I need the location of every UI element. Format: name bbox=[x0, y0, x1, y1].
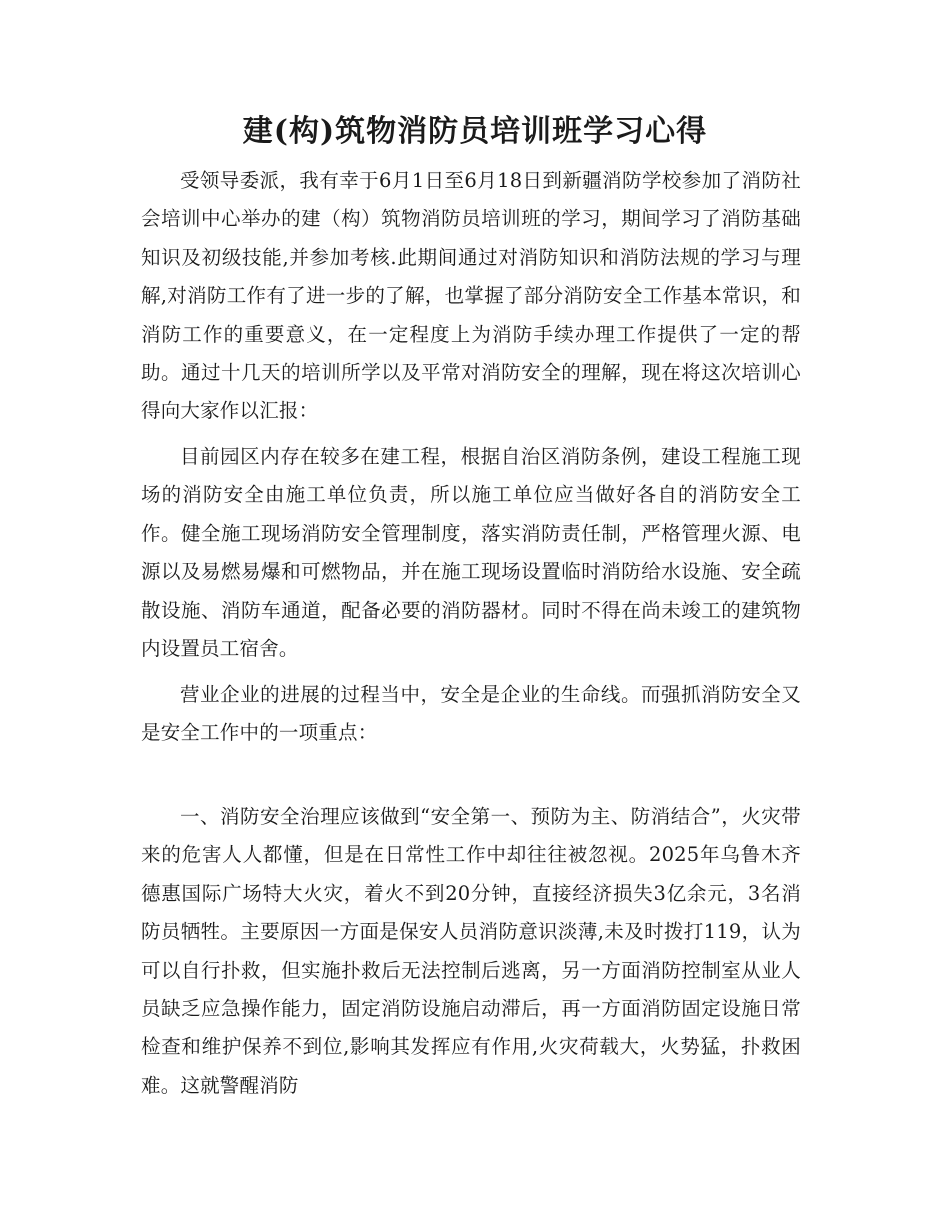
paragraph-construction-sites: 目前园区内存在较多在建工程，根据自治区消防条例，建设工程施工现场的消防安全由施工单位负责，所以施工单位应当做好各自的消防安全工作。健全施工现场消防安全管理制度，落实消防责任制，严格管理火源、电源以及易燃易爆和可燃物品，并在施工现场设置临时消防给水设施、安全疏散设施、消防车通道，配备必要的消防器材。同时不得在尚未竣工的建筑物内设置员工宿舍。 bbox=[141, 445, 801, 661]
paragraph-training-summary: 受领导委派，我有幸于6月1日至6月18日到新疆消防学校参加了消防社会培训中心举办的建（构）筑物消防员培训班的学习，期间学习了消防基础知识及初级技能,并参加考核.此期间通过对消防知识和消防法规的学习与理解,对消防工作有了进一步的了解，也掌握了部分消防安全工作基本常识，和消防工作的重要意义，在一定程度上为消防手续办理工作提供了一定的帮助。通过十几天的培训所学以及平常对消防安全的理解，现在将这次培训心得向大家作以汇报： bbox=[141, 169, 801, 423]
paragraph-safety-principle: 一、消防安全治理应该做到“安全第一、预防为主、防消结合”，火灾带来的危害人人都懂，但是在日常性工作中却往往被忽视。2025年乌鲁木齐德惠国际广场特大火灾，着火不到20分钟，直接经济损失3亿余元，3名消防员牺牲。主要原因一方面是保安人员消防意识淡薄,未及时拨打119，认为可以自行扑救，但实施扑救后无法控制后逃离，另一方面消防控制室从业人员缺乏应急操作能力，固定消防设施启动滞后，再一方面消防固定设施日常检查和维护保养不到位,影响其发挥应有作用,火灾荷载大，火势猛，扑救困难。这就警醒消防 bbox=[141, 805, 801, 1097]
document-title: 建(构)筑物消防员培训班学习心得 bbox=[242, 114, 708, 149]
paragraph-enterprise-safety: 营业企业的进展的过程当中，安全是企业的生命线。而强抓消防安全又是安全工作中的一项重点： bbox=[141, 683, 801, 745]
